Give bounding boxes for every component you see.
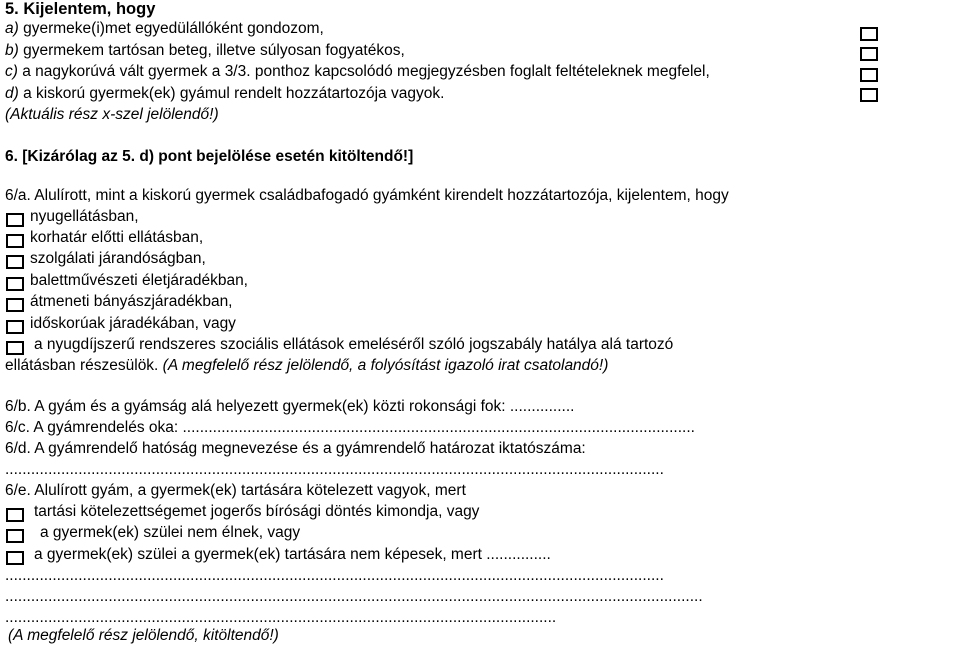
checkbox-5a[interactable] (860, 27, 878, 41)
checkbox-6e-nem-elnek[interactable] (6, 529, 24, 543)
section6a-continuation (5, 357, 608, 375)
checkbox-5b[interactable] (860, 47, 878, 61)
option-6a-nyugellatas: nyugellátásban, (30, 208, 139, 225)
item-a-prefix: a) (5, 20, 19, 37)
section6a-cont-text: ellátásban részesülök. (5, 357, 163, 374)
checkbox-6e-nem-kepesek[interactable] (6, 551, 24, 565)
option-6e-nem-kepesek: a gyermek(ek) szülei a gyermek(ek) tartására nem képesek, mert ............... (34, 546, 551, 563)
checkbox-6a-idoskoruak[interactable] (6, 320, 24, 334)
section6a-note: (A megfelelő rész jelölendő, a folyósítást igazoló irat csatolandó!) (162, 357, 609, 374)
section6e-intro: 6/e. Alulírott gyám, a gyermek(ek) tartására kötelezett vagyok, mert (5, 482, 466, 499)
checkbox-6a-banyasz[interactable] (6, 298, 24, 312)
section6e-dots-3: ................................................................................................................................ (5, 609, 557, 626)
section6c-line: 6/c. A gyámrendelés oka: ....................................................................................................................... (5, 419, 695, 436)
checkbox-6a-nyugellatas[interactable] (6, 213, 24, 227)
section6e-dots-2: .................................................................................................................................................................. (5, 588, 703, 605)
item-d-text: a kiskorú gyermek(ek) gyámul rendelt hozzátartozója vagyok. (18, 85, 445, 102)
section6e-dots-1: ......................................................................................................................................................... (5, 567, 664, 584)
section6d-line: 6/d. A gyámrendelő hatóság megnevezése és a gyámrendelő határozat iktatószáma: (5, 440, 586, 457)
section5-item-b (5, 42, 405, 60)
option-6e-nem-elnek: a gyermek(ek) szülei nem élnek, vagy (40, 524, 301, 541)
option-6e-birosagi: tartási kötelezettségemet jogerős bírósági döntés kimondja, vagy (34, 503, 480, 520)
item-c-prefix: c) (5, 63, 18, 80)
option-6a-korhatar: korhatár előtti ellátásban, (30, 229, 204, 246)
checkbox-5c[interactable] (860, 68, 878, 82)
option-6a-nyugdijszeru: a nyugdíjszerű rendszeres szociális ellátások emeléséről szóló jogszabály hatálya alá tartozó (34, 336, 674, 353)
option-6a-idoskoruak: időskorúak járadékában, vagy (30, 315, 236, 332)
section5-item-a (5, 20, 324, 38)
option-6a-balett: balettművészeti életjáradékban, (30, 272, 248, 289)
section6b-line: 6/b. A gyám és a gyámság alá helyezett gyermek(ek) közti rokonsági fok: ............... (5, 398, 575, 415)
checkbox-6a-korhatar[interactable] (6, 234, 24, 248)
section6e-note: (A megfelelő rész jelölendő, kitöltendő!) (8, 627, 279, 644)
checkbox-6a-balett[interactable] (6, 277, 24, 291)
option-6a-banyasz: átmeneti bányászjáradékban, (30, 293, 233, 310)
section5-item-c (5, 63, 710, 81)
section6d-dots: ......................................................................................................................................................... (5, 461, 664, 478)
item-b-text: gyermekem tartósan beteg, illetve súlyosan fogyatékos, (18, 42, 405, 59)
option-6a-szolgalati: szolgálati járandóságban, (30, 250, 206, 267)
item-d-prefix: d) (5, 85, 19, 102)
section5-heading: 5. Kijelentem, hogy (5, 0, 156, 18)
checkbox-6e-birosagi[interactable] (6, 508, 24, 522)
section5-note: (Aktuális rész x-szel jelölendő!) (5, 106, 219, 123)
item-c-text: a nagykorúvá vált gyermek a 3/3. ponthoz kapcsolódó megjegyzésben foglalt feltételeknek megfelel, (17, 63, 710, 80)
checkbox-6a-szolgalati[interactable] (6, 255, 24, 269)
section6-heading: 6. [Kizárólag az 5. d) pont bejelölése esetén kitöltendő!] (5, 148, 414, 165)
checkbox-5d[interactable] (860, 88, 878, 102)
item-b-prefix: b) (5, 42, 19, 59)
section5-item-d (5, 85, 444, 103)
item-a-text: gyermeke(i)met egyedülállóként gondozom, (18, 20, 324, 37)
section6a-intro: 6/a. Alulírott, mint a kiskorú gyermek családbafogadó gyámként kirendelt hozzátartozója, kijelentem, hogy (5, 187, 729, 204)
checkbox-6a-nyugdijszeru[interactable] (6, 341, 24, 355)
